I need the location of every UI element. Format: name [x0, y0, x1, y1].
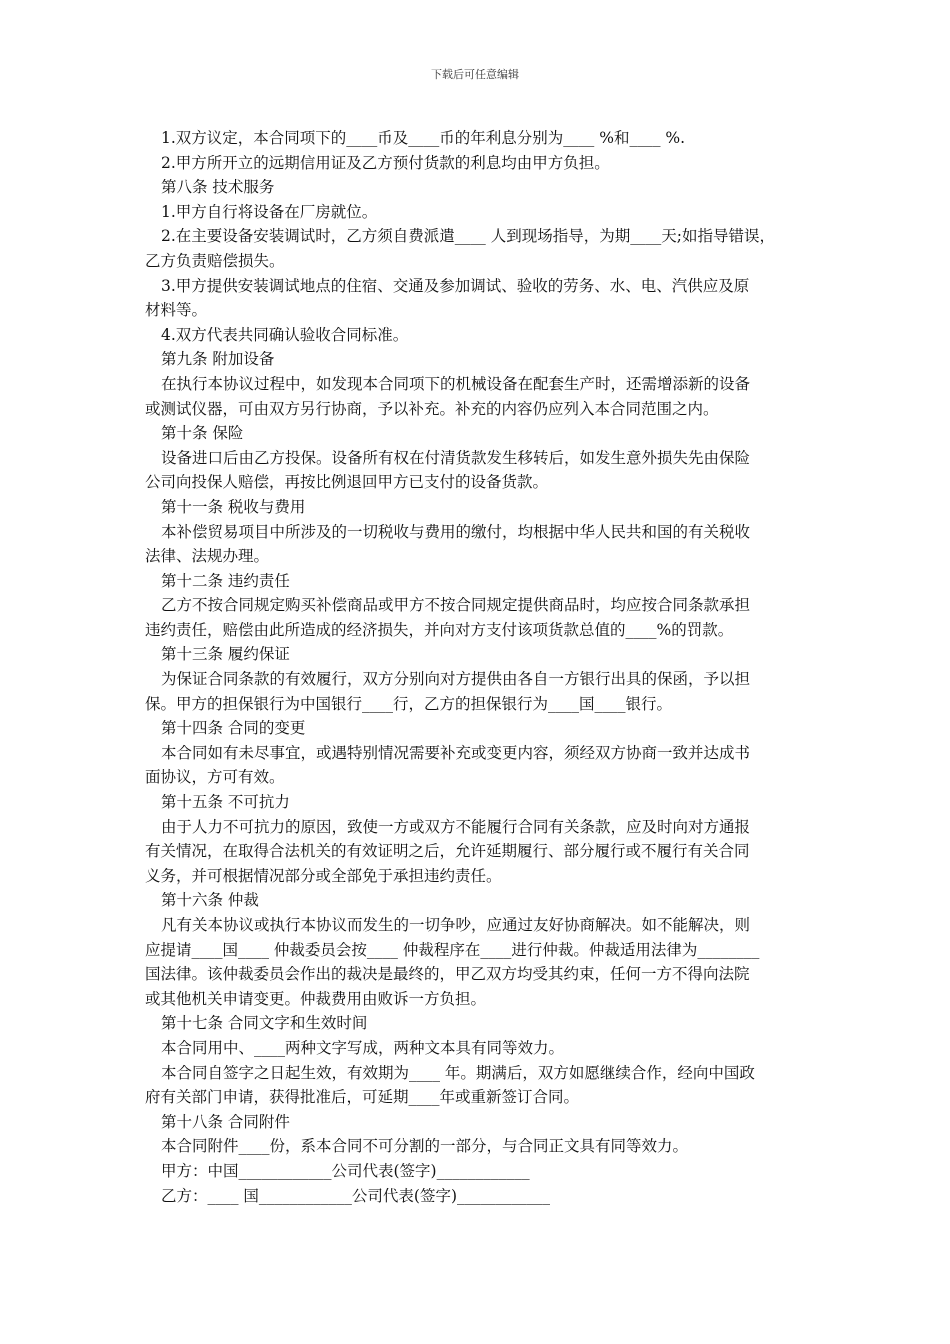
text-line: 第十五条 不可抗力	[161, 793, 290, 812]
text-line: 面协议，方可有效。	[145, 768, 285, 787]
text-line: 第十一条 税收与费用	[161, 497, 306, 516]
contract-body	[145, 126, 815, 1208]
text-line: 第十八条 合同附件	[161, 1112, 290, 1131]
text-line: 材料等。	[145, 301, 208, 320]
text-line: 本合同附件____份，系本合同不可分割的一部分，与合同正文具有同等效力。	[161, 1137, 689, 1156]
text-line: 法律、法规办理。	[145, 547, 270, 566]
text-line: 在执行本协议过程中，如发现本合同项下的机械设备在配套生产时，还需增添新的设备	[161, 374, 751, 393]
text-line: 应提请____国____ 仲裁委员会按____ 仲裁程序在____进行仲裁。仲裁适用法律为________	[145, 940, 760, 959]
text-line: 义务，并可根据情况部分或全部免于承担违约责任。	[145, 866, 502, 885]
text-line: 第九条 附加设备	[161, 350, 275, 369]
text-line: 保。甲方的担保银行为中国银行____行，乙方的担保银行为____国____银行。	[145, 694, 673, 713]
text-line: 国法律。该仲裁委员会作出的裁决是最终的，甲乙双方均受其约束，任何一方不得向法院	[145, 965, 750, 984]
text-line: 违约责任，赔偿由此所造成的经济损失，并向对方支付该项货款总值的____%的罚款。	[145, 620, 734, 639]
text-line: 本合同用中、____两种文字写成，两种文本具有同等效力。	[161, 1038, 565, 1057]
text-line: 1.甲方自行将设备在厂房就位。	[161, 202, 378, 221]
text-line: 1.双方议定，本合同项下的____币及____币的年利息分别为____ %和____ %.	[161, 129, 686, 147]
text-line: 本合同如有未尽事宜，或遇特别情况需要补充或变更内容，须经双方协商一致并达成书	[161, 743, 751, 762]
text-line: 第十二条 违约责任	[161, 571, 290, 590]
text-line: 或其他机关申请变更。仲裁费用由败诉一方负担。	[145, 989, 487, 1008]
text-line: 第十六条 仲裁	[161, 891, 259, 910]
text-line: 甲方：中国____________公司代表(签字)____________	[161, 1161, 530, 1180]
text-line: 乙方不按合同规定购买补偿商品或甲方不按合同规定提供商品时，均应按合同条款承担	[161, 596, 751, 615]
text-line: 有关情况，在取得合法机关的有效证明之后，允许延期履行、部分履行或不履行有关合同	[145, 842, 750, 861]
page-header: 下载后可任意编辑	[431, 68, 519, 81]
text-line: 2.甲方所开立的远期信用证及乙方预付货款的利息均由甲方负担。	[161, 153, 610, 172]
text-line: 府有关部门申请，获得批准后，可延期____年或重新签订合同。	[145, 1088, 580, 1107]
text-line: 本合同自签字之日起生效，有效期为____ 年。期满后，双方如愿继续合作，经向中国政	[161, 1063, 755, 1082]
text-line: 第十四条 合同的变更	[161, 719, 306, 738]
text-line: 第十三条 履约保证	[161, 645, 290, 664]
text-line: 第八条 技术服务	[161, 178, 275, 197]
text-line: 3.甲方提供安装调试地点的住宿、交通及参加调试、验收的劳务、水、电、汽供应及原	[161, 276, 750, 295]
text-line: 乙方：____ 国____________公司代表(签字)____________	[161, 1186, 551, 1205]
text-line: 设备进口后由乙方投保。设备所有权在付清货款发生移转后，如发生意外损失先由保险	[161, 448, 751, 467]
text-line: 为保证合同条款的有效履行，双方分别向对方提供由各自一方银行出具的保函，予以担	[161, 670, 751, 689]
text-line: 乙方负责赔偿损失。	[145, 251, 285, 270]
text-line: 凡有关本协议或执行本协议而发生的一切争吵，应通过友好协商解决。如不能解决，则	[161, 916, 751, 934]
text-line: 由于人力不可抗力的原因，致使一方或双方不能履行合同有关条款，应及时向对方通报	[161, 817, 751, 836]
text-line: 本补偿贸易项目中所涉及的一切税收与费用的缴付，均根据中华人民共和国的有关税收	[161, 522, 751, 541]
text-line: 4.双方代表共同确认验收合同标准。	[161, 325, 409, 344]
text-line: 2.在主要设备安装调试时，乙方须自费派遣____ 人到现场指导，为期____天;如指导错误，	[161, 227, 775, 246]
text-line: 或测试仪器，可由双方另行协商，予以补充。补充的内容仍应列入本合同范围之内。	[145, 399, 719, 418]
text-line: 第十七条 合同文字和生效时间	[161, 1014, 368, 1033]
text-line: 公司向投保人赔偿，再按比例退回甲方已支付的设备货款。	[145, 473, 549, 492]
text-line: 第十条 保险	[161, 424, 244, 443]
